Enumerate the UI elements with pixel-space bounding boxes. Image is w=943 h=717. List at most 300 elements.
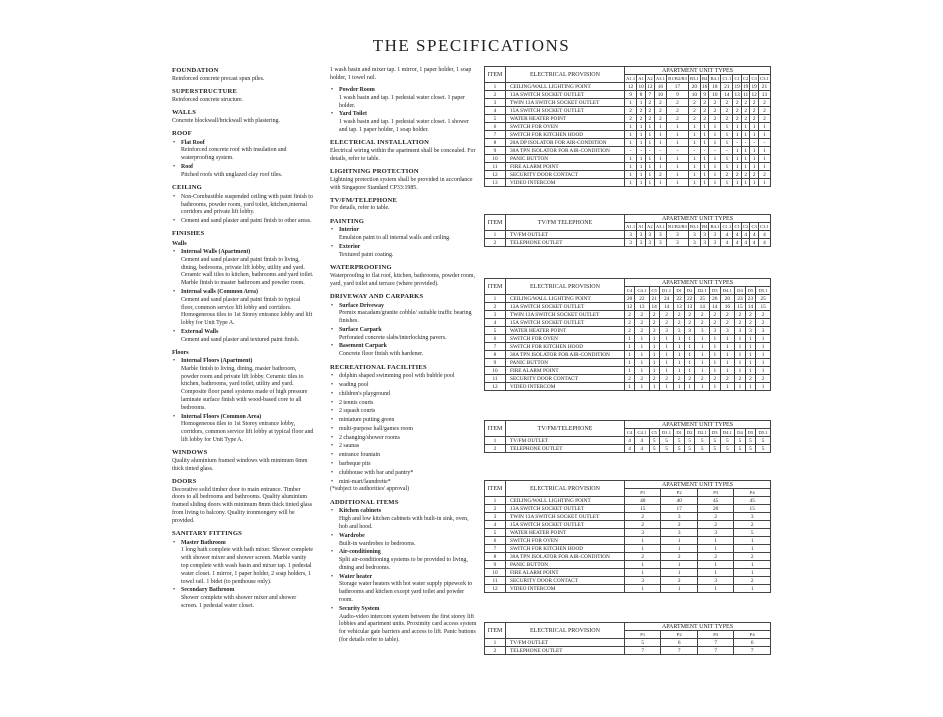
item-text: Cement and sand plaster and textured paint finish.	[181, 336, 300, 343]
value-cell: 2	[720, 375, 735, 383]
value-cell: 1	[734, 585, 771, 593]
value-cell: 2	[734, 521, 771, 529]
spec-item	[172, 249, 314, 288]
section-text: Quality aluminium framed windows with minimum 6mm thick tinted glass.	[172, 457, 308, 472]
value-cell: 4	[750, 239, 759, 247]
value-cell: -	[709, 147, 721, 155]
row-number: 11	[485, 577, 506, 585]
section-heading: CEILING	[172, 184, 202, 192]
item-text: Premix macadam/granite cobble/ suitable traffic bearing finishes.	[339, 310, 472, 325]
value-cell: 2	[709, 115, 721, 123]
value-cell: 1	[625, 383, 635, 391]
value-cell: 1	[674, 367, 684, 375]
value-cell: 1	[688, 179, 700, 187]
spec-item	[330, 549, 478, 572]
section-text: 1 wash basin and mixer tap. 1 mirror, 1 paper holder, 1 soap holder, 1 towel rail.	[330, 67, 472, 81]
row-number: 7	[485, 131, 506, 139]
value-cell: 9	[666, 91, 688, 99]
spec-item	[172, 358, 314, 412]
row-number: 4	[485, 521, 506, 529]
row-number: 9	[485, 359, 506, 367]
value-cell: 1	[733, 123, 742, 131]
value-cell: 5	[756, 445, 771, 453]
value-cell: 1	[625, 163, 637, 171]
row-number: 8	[485, 553, 506, 561]
item-title: Water heater	[339, 573, 373, 580]
value-cell: 16	[654, 83, 666, 91]
table-row	[485, 99, 771, 107]
value-cell: 1	[720, 367, 735, 375]
unit-types-header: APARTMENT UNIT TYPES	[625, 623, 771, 631]
row-number: 2	[485, 91, 506, 99]
value-cell: 1	[758, 131, 770, 139]
value-cell: 15	[735, 303, 745, 311]
row-number: 2	[485, 445, 506, 453]
value-cell: 23	[745, 295, 755, 303]
unit-type-cell: B1/B2/B3	[668, 224, 687, 229]
spec-section	[172, 184, 314, 226]
value-cell: 2	[721, 171, 733, 179]
unit-types-header: APARTMENT UNIT TYPES	[625, 481, 771, 489]
value-cell: 5	[659, 445, 674, 453]
value-cell: 2	[735, 319, 745, 327]
value-cell: 1	[625, 545, 661, 553]
value-cell: 2	[625, 115, 637, 123]
value-cell: 2	[649, 311, 659, 319]
value-cell: 1	[625, 99, 637, 107]
table-row	[485, 553, 771, 561]
spec-item	[330, 244, 478, 260]
value-cell: 2	[661, 553, 697, 561]
section-heading: WATERPROOFING	[330, 264, 392, 272]
value-cell: 5	[695, 445, 710, 453]
row-number: 4	[485, 107, 506, 115]
value-cell: 1	[666, 179, 688, 187]
section-note: (*subject to authorities' approval)	[330, 486, 410, 493]
row-description: WATER HEATER POINT	[506, 115, 625, 123]
value-cell: 1	[659, 351, 674, 359]
unit-type-cell: B4.1	[710, 76, 720, 81]
row-description: TWIN 13A SWITCH SOCKET OUTLET	[506, 311, 625, 319]
unit-type-cell: P2	[661, 489, 697, 497]
value-cell: 3	[637, 231, 646, 239]
value-cell: 4	[721, 231, 733, 239]
value-cell: 1	[635, 359, 649, 367]
unit-type-cell: C1.1	[722, 76, 732, 81]
value-cell: 14	[695, 303, 710, 311]
value-cell: 2	[659, 375, 674, 383]
value-cell: 26	[710, 295, 720, 303]
facility-text: 2 squash courts	[339, 408, 376, 415]
row-number: 2	[485, 303, 506, 311]
value-cell: 1	[750, 179, 759, 187]
value-cell: 14	[745, 303, 755, 311]
value-cell: 1	[688, 163, 700, 171]
table-row	[485, 91, 771, 99]
value-cell: 2	[625, 521, 661, 529]
row-number: 6	[485, 537, 506, 545]
section-heading: RECREATIONAL FACILITIES	[330, 363, 427, 371]
row-description: TELEPHONE OUTLET	[506, 239, 625, 247]
value-cell: 1	[709, 131, 721, 139]
bullet-icon: •	[331, 390, 334, 397]
value-cell: 1	[674, 359, 684, 367]
row-description: PANIC BUTTON	[506, 359, 625, 367]
value-cell: 1	[695, 335, 710, 343]
item-title: Kitchen cabinets	[339, 508, 382, 515]
unit-type-cell: C3	[751, 76, 757, 81]
value-cell: 1	[741, 131, 750, 139]
bullet-icon: •	[331, 417, 334, 424]
item-title: Surface Carpark	[339, 326, 382, 333]
value-cell: 3	[654, 231, 666, 239]
value-cell: 2	[625, 319, 635, 327]
value-cell: 1	[637, 163, 646, 171]
row-number: 5	[485, 327, 506, 335]
section-heading: WALLS	[172, 108, 197, 116]
row-description: 30A TPN ISOLATOR FOR AIR-CONDITION	[506, 351, 625, 359]
provision-header: ELECTRICAL PROVISION	[506, 67, 625, 83]
value-cell: 24	[659, 295, 674, 303]
value-cell: 2	[709, 107, 721, 115]
row-number: 6	[485, 335, 506, 343]
row-description: CEILING/WALL LIGHTING POINT	[506, 497, 625, 505]
value-cell: 2	[733, 171, 742, 179]
table-row	[485, 327, 771, 335]
value-cell: 4	[625, 445, 635, 453]
value-cell: 3	[666, 231, 688, 239]
value-cell: 1	[688, 155, 700, 163]
value-cell: 1	[684, 359, 694, 367]
value-cell: 2	[659, 311, 674, 319]
value-cell: 2	[700, 107, 709, 115]
value-cell: 2	[733, 115, 742, 123]
spec-item	[330, 508, 478, 531]
value-cell: 1	[735, 367, 745, 375]
bullet-icon: •	[331, 478, 334, 485]
value-cell: 1	[654, 131, 666, 139]
section-text: Electrical wiring within the apartment shall be concealed. For details, refer to table.	[330, 147, 476, 162]
row-number: 12	[485, 585, 506, 593]
bullet-icon: •	[173, 139, 176, 146]
provision-header: TV/FM TELEPHONE	[506, 215, 625, 231]
value-cell: 2	[666, 115, 688, 123]
value-cell: 1	[637, 171, 646, 179]
row-description: 13A SWITCH SOCKET OUTLET	[506, 505, 625, 513]
table-row	[485, 521, 771, 529]
value-cell: 7	[625, 647, 661, 655]
value-cell: 1	[625, 569, 661, 577]
value-cell: 1	[700, 155, 709, 163]
bullet-icon: •	[331, 399, 334, 406]
unit-type-cell: C4.1	[635, 287, 649, 295]
facility-text: miniature putting green	[339, 417, 395, 424]
row-number: 3	[485, 99, 506, 107]
unit-type-cell: C2	[742, 224, 749, 229]
spec-section	[330, 168, 478, 192]
spec-section	[172, 530, 314, 611]
value-cell: 2	[625, 327, 635, 335]
value-cell: 13	[734, 91, 740, 98]
value-cell: 2	[684, 311, 694, 319]
spec-item	[172, 414, 314, 445]
item-header: ITEM	[485, 481, 506, 497]
table-row	[485, 513, 771, 521]
item-text: Textured paint coating.	[339, 251, 394, 258]
row-number: 9	[485, 561, 506, 569]
value-cell: 2	[750, 115, 759, 123]
value-cell: -	[637, 147, 646, 155]
value-cell: 1	[625, 179, 637, 187]
spec-column-right	[330, 67, 478, 649]
value-cell: 45	[734, 497, 771, 505]
value-cell: 1	[659, 343, 674, 351]
item-title: Basement Carpark	[339, 343, 387, 350]
value-cell: 2	[674, 319, 684, 327]
table-row	[485, 367, 771, 375]
row-description: 20A DP ISOLATOR FOR AIR-CONDITION	[506, 139, 625, 147]
unit-types-header: APARTMENT UNIT TYPES	[625, 67, 771, 75]
value-cell: 1	[625, 367, 635, 375]
item-title: Master Bathroom	[181, 539, 226, 546]
unit-type-cell: C1	[734, 224, 740, 229]
value-cell: 4	[733, 231, 742, 239]
value-cell: 1	[674, 343, 684, 351]
value-cell: 1	[756, 359, 771, 367]
table-row	[485, 585, 771, 593]
item-text: Non-Combustible suspended ceiling with paint finish to bathrooms, powder room, yard toilet, kitchen,internal corridors and private lift lobby.	[181, 193, 313, 216]
unit-type-cell: D5	[745, 287, 755, 295]
unit-type-cell: C1.1	[722, 224, 732, 229]
item-title: Roof	[181, 164, 194, 170]
unit-types-header: APARTMENT UNIT TYPES	[625, 279, 771, 287]
row-description: TELEPHONE OUTLET	[506, 445, 625, 453]
spec-section	[172, 349, 314, 445]
value-cell: 1	[710, 367, 720, 375]
value-cell: 1	[661, 561, 697, 569]
value-cell: 1	[700, 163, 709, 171]
section-heading: ADDITIONAL ITEMS	[330, 498, 399, 506]
table-row	[485, 561, 771, 569]
table-row	[485, 83, 771, 91]
item-title: External Walls	[181, 328, 219, 335]
table-row	[485, 529, 771, 537]
item-title: Yard Toilet	[339, 111, 367, 118]
row-description: SWITCH FOR KITCHEN HOOD	[506, 343, 625, 351]
value-cell: 2	[734, 553, 771, 561]
value-cell: 1	[745, 367, 755, 375]
value-cell: 1	[635, 343, 649, 351]
value-cell: 2	[688, 99, 700, 107]
value-cell: 3	[625, 231, 637, 239]
row-description: SWITCH FOR OVEN	[506, 537, 625, 545]
value-cell: 20	[688, 83, 700, 91]
value-cell: 1	[750, 155, 759, 163]
value-cell: 2	[758, 171, 770, 179]
row-number: 12	[485, 171, 506, 179]
table-row	[485, 163, 771, 171]
value-cell: 2	[756, 319, 771, 327]
value-cell: 3	[735, 327, 745, 335]
row-number: 10	[485, 367, 506, 375]
value-cell: 16	[720, 303, 735, 311]
unit-type-cell: D4.1	[720, 429, 735, 437]
unit-types-header: APARTMENT UNIT TYPES	[625, 215, 771, 223]
value-cell: 1	[697, 561, 733, 569]
value-cell: 2	[741, 115, 750, 123]
value-cell: 1	[735, 351, 745, 359]
value-cell: 2	[695, 319, 710, 327]
section-text: Waterproofing to flat roof, kitchen, bathrooms, powder room, yard, yard toilet and terrace (where provided).	[330, 272, 475, 287]
section-heading: LIGHTNING PROTECTION	[330, 168, 419, 176]
value-cell: 1	[674, 351, 684, 359]
item-title: Internal walls (Common Area)	[181, 289, 258, 296]
row-description: PANIC BUTTON	[506, 155, 625, 163]
bullet-icon: •	[331, 461, 334, 468]
spec-section	[172, 478, 314, 526]
value-cell: 17	[661, 505, 697, 513]
value-cell: 1	[745, 343, 755, 351]
value-cell: 1	[637, 99, 646, 107]
item-text: Emulsion paint to all internal walls and ceiling.	[339, 235, 451, 242]
bullet-icon: •	[173, 193, 176, 200]
unit-type-cell: C4	[625, 429, 635, 437]
value-cell: 1	[710, 351, 720, 359]
unit-type-cell: B4	[701, 224, 708, 229]
facility-item	[330, 373, 478, 381]
value-cell: 1	[750, 131, 759, 139]
spec-section	[172, 67, 314, 83]
item-text: Marble finish to living, dining, master bathroom, powder room and private lift lobby. Ceramic tiles to kitchen, bathrooms, yard toilet, utility and yard. Composite floor panel systems made of high pressure laminate surface finish with wood-based core to all bedrooms.	[181, 365, 308, 411]
facility-text: barbeque pits	[339, 461, 371, 468]
value-cell: 1	[741, 163, 750, 171]
spec-column-left	[172, 67, 314, 615]
value-cell: 1	[625, 123, 637, 131]
section-heading: DOORS	[172, 477, 197, 485]
value-cell: 19	[734, 83, 740, 90]
value-cell: 1	[720, 383, 735, 391]
value-cell: 2	[684, 375, 694, 383]
provision-header: ELECTRICAL PROVISION	[506, 279, 625, 295]
value-cell: -	[688, 147, 700, 155]
value-cell: 1	[661, 569, 697, 577]
value-cell: 2	[734, 577, 771, 585]
value-cell: 1	[721, 155, 733, 163]
provision-header: ELECTRICAL PROVISION	[506, 623, 625, 639]
value-cell: 1	[735, 335, 745, 343]
value-cell: 1	[654, 179, 666, 187]
facility-item	[330, 443, 478, 451]
item-text: High and low kitchen cabinets with built-in sink, oven, hob and hood.	[339, 516, 469, 530]
value-cell: 40	[661, 497, 697, 505]
value-cell: 1	[720, 343, 735, 351]
row-number: 1	[485, 83, 506, 91]
value-cell: 10	[654, 91, 666, 99]
item-header: ITEM	[485, 215, 506, 231]
row-number: 8	[485, 351, 506, 359]
item-title: Exterior	[339, 244, 361, 251]
value-cell: 17	[666, 83, 688, 91]
unit-type-cell: C1	[734, 76, 740, 81]
row-number: 4	[485, 319, 506, 327]
value-cell: 2	[666, 107, 688, 115]
value-cell: 1	[635, 351, 649, 359]
facility-text: children's playground	[339, 390, 390, 397]
value-cell: 1	[734, 561, 771, 569]
value-cell: 45	[697, 497, 733, 505]
bullet-icon: •	[173, 413, 176, 420]
value-cell: 1	[710, 359, 720, 367]
value-cell: 1	[695, 343, 710, 351]
provision-header: TV/FM/TELEPHONE	[506, 421, 625, 437]
value-cell: 1	[654, 123, 666, 131]
value-cell: 8	[637, 91, 646, 99]
value-cell: 10	[709, 91, 721, 99]
value-cell: 2	[674, 311, 684, 319]
row-description: SWITCH FOR OVEN	[506, 335, 625, 343]
section-text: Reinforced concrete precast spun piles.	[172, 75, 265, 82]
value-cell: 1	[733, 163, 742, 171]
value-cell: 1	[645, 139, 654, 147]
value-cell: 13	[674, 303, 684, 311]
value-cell: 1	[637, 179, 646, 187]
value-cell: -	[741, 139, 750, 147]
table-row	[485, 107, 771, 115]
row-number: 11	[485, 375, 506, 383]
unit-type-cell: D4	[735, 287, 745, 295]
spec-table	[484, 480, 771, 593]
row-number: 10	[485, 155, 506, 163]
spec-section	[330, 197, 478, 213]
value-cell: 2	[720, 311, 735, 319]
value-cell: 2	[735, 375, 745, 383]
value-cell: 1	[659, 383, 674, 391]
value-cell: 1	[695, 383, 710, 391]
value-cell: -	[666, 147, 688, 155]
value-cell: 1	[625, 561, 661, 569]
value-cell: -	[700, 147, 709, 155]
value-cell: 4	[625, 437, 635, 445]
value-cell: 2	[637, 107, 646, 115]
value-cell: 1	[659, 359, 674, 367]
value-cell: 2	[654, 99, 666, 107]
row-description: SWITCH FOR KITCHEN HOOD	[506, 131, 625, 139]
value-cell: 2	[645, 107, 654, 115]
bullet-icon: •	[331, 343, 334, 350]
value-cell: 2	[666, 99, 688, 107]
section-text: For details, refer to table.	[330, 205, 390, 212]
unit-type-cell: B4.1	[710, 224, 720, 229]
bullet-icon: •	[331, 434, 334, 441]
value-cell: 21	[758, 83, 770, 91]
value-cell: 2	[700, 99, 709, 107]
value-cell: 11	[743, 91, 749, 98]
value-cell: 2	[710, 375, 720, 383]
row-number: 1	[485, 497, 506, 505]
table-row	[485, 505, 771, 513]
value-cell: 1	[684, 367, 694, 375]
spec-section	[172, 88, 314, 104]
facility-text: mini-mart/laundrette*	[339, 478, 391, 485]
spec-item	[330, 87, 478, 110]
value-cell: 1	[697, 585, 733, 593]
facility-item	[330, 470, 478, 478]
value-cell: 2	[758, 99, 770, 107]
bullet-icon: •	[331, 508, 334, 515]
value-cell: 1	[635, 335, 649, 343]
section-text: Reinforced concrete structure.	[172, 96, 244, 103]
value-cell: 1	[721, 163, 733, 171]
